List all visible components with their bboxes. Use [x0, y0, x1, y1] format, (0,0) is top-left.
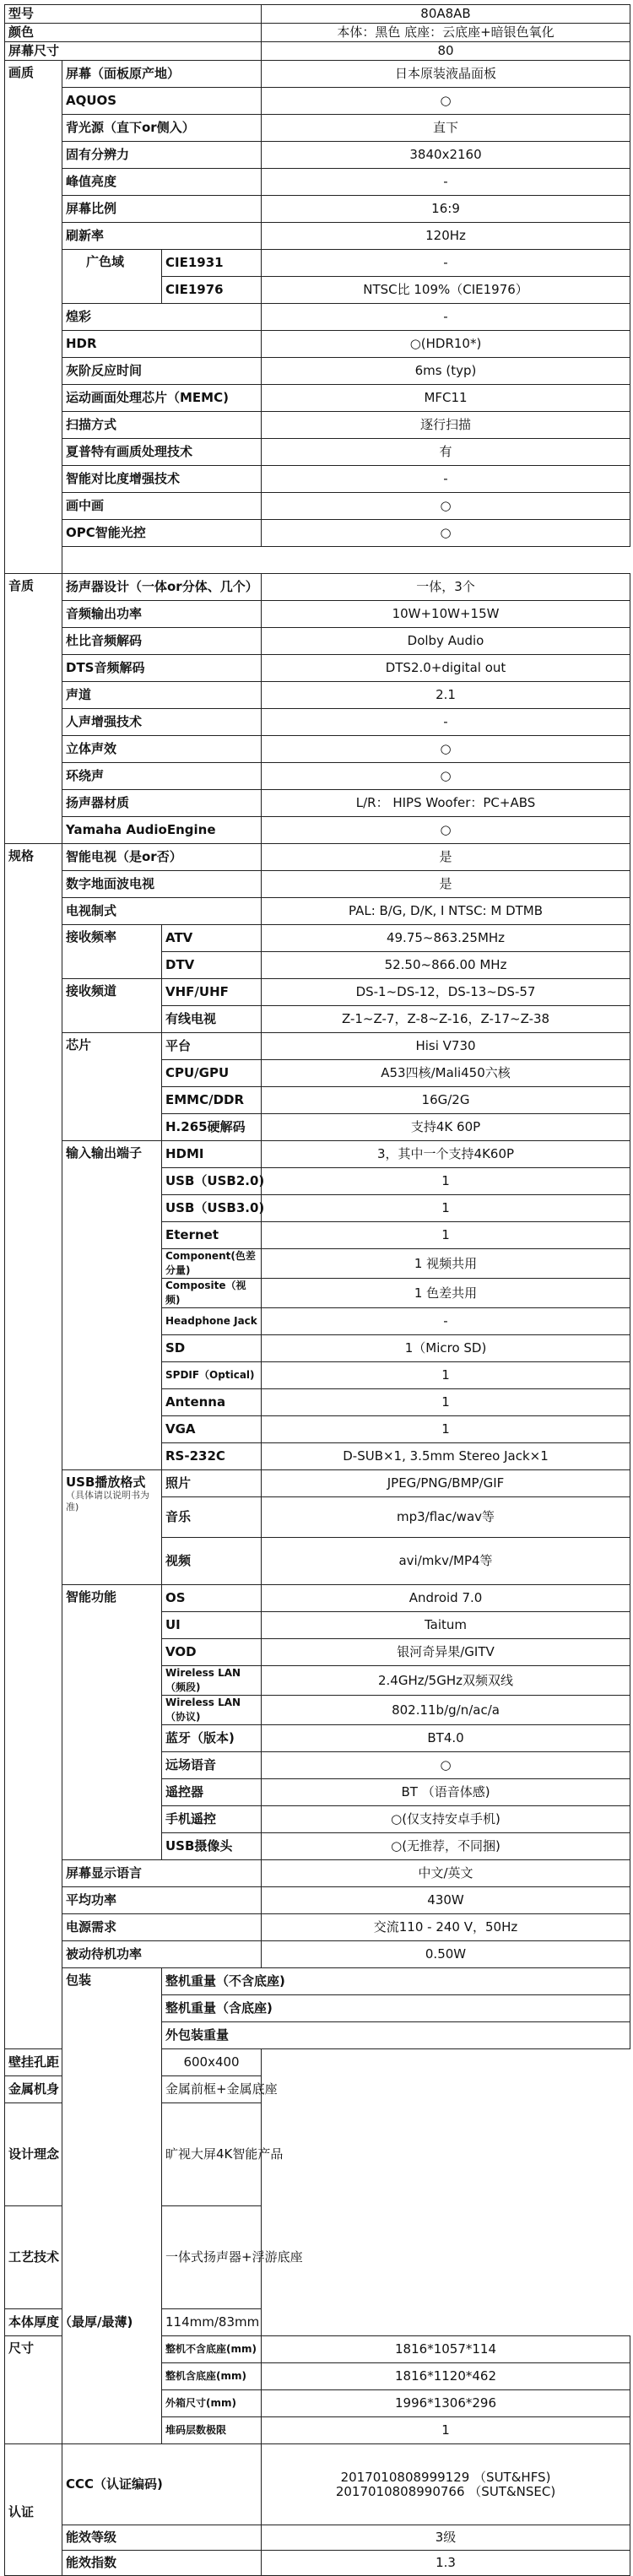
value: 银河奇异果/GITV: [262, 1639, 630, 1666]
label: USB（USB2.0): [162, 1168, 262, 1195]
group-gamut: 广色域: [62, 250, 162, 304]
row-spec: [5, 1860, 630, 1887]
label: 声道: [62, 682, 262, 709]
label: CIE1976: [162, 277, 262, 304]
value: 1816*1120*462: [262, 2363, 630, 2390]
value: Z-1~Z-7，Z-8~Z-16，Z-17~Z-38: [262, 1006, 630, 1033]
usb-play-note: （具体请以说明书为准): [66, 1490, 149, 1513]
label: 壁挂孔距: [5, 2049, 162, 2076]
group-smart: 智能功能: [62, 1585, 162, 1860]
label: 远场语音: [162, 1752, 262, 1779]
row-spec: [5, 844, 630, 871]
label: CPU/GPU: [162, 1060, 262, 1087]
label: Wireless LAN（频段): [162, 1666, 262, 1696]
row-audio: [5, 817, 630, 844]
label: 屏幕（面板原产地）: [62, 61, 262, 88]
value-ccc: [262, 2444, 630, 2525]
value: BT （语音体感): [262, 1779, 630, 1806]
row-package: [5, 1968, 630, 1995]
value: Taitum: [262, 1612, 630, 1639]
label: 立体声效: [62, 736, 262, 763]
value: D-SUB×1, 3.5mm Stereo Jack×1: [262, 1443, 630, 1470]
value: Hisi V730: [262, 1033, 630, 1060]
spec-table: [4, 4, 630, 2576]
value: 一体式扬声器+浮游底座: [162, 2206, 262, 2309]
value: ○(仅支持安卓手机): [262, 1806, 630, 1833]
row-audio: [5, 763, 630, 790]
value: 52.50~866.00 MHz: [262, 952, 630, 979]
label: OS: [162, 1585, 262, 1612]
row-picture: [5, 142, 630, 169]
label: SPDIF（Optical): [162, 1362, 262, 1389]
value: 金属前框+金属底座: [162, 2076, 262, 2103]
section-audio: 音质: [5, 574, 62, 844]
row-spec: [5, 1941, 630, 1968]
value: 旷视大屏4K智能产品: [162, 2103, 262, 2206]
label: 外包装重量: [162, 2022, 630, 2049]
label: Yamaha AudioEngine: [62, 817, 262, 844]
label: HDR: [62, 331, 262, 358]
label: UI: [162, 1612, 262, 1639]
value: PAL: B/G, D/K, I NTSC: M DTMB: [262, 898, 630, 925]
row-picture: [5, 115, 630, 142]
label: USB摄像头: [162, 1833, 262, 1860]
label: Eternet: [162, 1222, 262, 1249]
label: 整机重量（不含底座): [162, 1968, 630, 1995]
row-package: [5, 2103, 630, 2206]
label: 扬声器材质: [62, 790, 262, 817]
label: VOD: [162, 1639, 262, 1666]
value: 1: [262, 2417, 630, 2444]
label: 能效指数: [62, 2551, 262, 2576]
value: L/R： HIPS Woofer：PC+ABS: [262, 790, 630, 817]
group-range: 接收频率: [62, 925, 162, 979]
label: 背光源（直下or侧入）: [62, 115, 262, 142]
label: OPC智能光控: [62, 520, 262, 547]
label: 峰值亮度: [62, 169, 262, 196]
label: 屏幕比例: [62, 196, 262, 223]
value: BT4.0: [262, 1725, 630, 1752]
value: 1 色差共用: [262, 1279, 630, 1308]
row-audio: [5, 601, 630, 628]
value: 16:9: [262, 196, 630, 223]
value: -: [262, 169, 630, 196]
section-picture: 画质: [5, 61, 62, 574]
label: 扫描方式: [62, 412, 262, 439]
label: Antenna: [162, 1389, 262, 1416]
value: avi/mkv/MP4等: [262, 1538, 630, 1585]
value: 600x400: [162, 2049, 262, 2076]
value: 2.4GHz/5GHz双频双线: [262, 1666, 630, 1696]
value: 1: [262, 1168, 630, 1195]
value: 1: [262, 1362, 630, 1389]
label: 电源需求: [62, 1914, 262, 1941]
label: 有线电视: [162, 1006, 262, 1033]
label: Wireless LAN（协议): [162, 1696, 262, 1725]
label: 能效等级: [62, 2525, 262, 2551]
row-audio: [5, 709, 630, 736]
value: 0.50W: [262, 1941, 630, 1968]
value: NTSC比 109%（CIE1976）: [262, 277, 630, 304]
label: ATV: [162, 925, 262, 952]
value: 1.3: [262, 2551, 630, 2576]
label-size: 屏幕尺寸: [5, 42, 262, 61]
row-picture: [5, 223, 630, 250]
row-spec: [5, 871, 630, 898]
label: 手机遥控: [162, 1806, 262, 1833]
value: 114mm/83mm: [162, 2309, 262, 2336]
row-spec: [5, 1887, 630, 1914]
row-size: [5, 42, 630, 61]
label: 照片: [162, 1470, 262, 1497]
label: 屏幕显示语言: [62, 1860, 262, 1887]
label: 杜比音频解码: [62, 628, 262, 655]
label: 夏普特有画质处理技术: [62, 439, 262, 466]
row-picture: [5, 466, 630, 493]
label: CIE1931: [162, 250, 262, 277]
value: -: [262, 250, 630, 277]
value-model: 80A8AB: [262, 5, 630, 24]
value: ○: [262, 520, 630, 547]
row-package: [5, 2309, 630, 2336]
row-usb-play: [5, 1470, 630, 1497]
group-usb-play-label: USB播放格式: [66, 1475, 146, 1490]
value: 日本原装液晶面板: [262, 61, 630, 88]
label: Headphone Jack: [162, 1308, 262, 1335]
row-picture: [5, 331, 630, 358]
label: 音乐: [162, 1497, 262, 1538]
value: mp3/flac/wav等: [262, 1497, 630, 1538]
label: 数字地面波电视: [62, 871, 262, 898]
value: A53四核/Mali450六核: [262, 1060, 630, 1087]
label: DTV: [162, 952, 262, 979]
label: HDMI: [162, 1141, 262, 1168]
value: 交流110 - 240 V，50Hz: [262, 1914, 630, 1941]
label: 蓝牙（版本): [162, 1725, 262, 1752]
group-usb-play: [62, 1470, 162, 1585]
value: -: [262, 466, 630, 493]
label: 视频: [162, 1538, 262, 1585]
row-picture: [5, 304, 630, 331]
row-picture: [5, 493, 630, 520]
value: ○: [262, 736, 630, 763]
value: 1996*1306*296: [262, 2390, 630, 2417]
row-smart: [5, 1585, 630, 1612]
value: 802.11b/g/n/ac/a: [262, 1696, 630, 1725]
row-picture: [5, 88, 630, 115]
label: 设计理念: [5, 2103, 162, 2206]
value: Android 7.0: [262, 1585, 630, 1612]
label: Component(色差分量): [162, 1249, 262, 1279]
label: H.265硬解码: [162, 1114, 262, 1141]
row-audio: [5, 628, 630, 655]
value: 10W+10W+15W: [262, 601, 630, 628]
value: ○: [262, 763, 630, 790]
label: AQUOS: [62, 88, 262, 115]
row-channels: [5, 979, 630, 1006]
row-model: [5, 5, 630, 24]
label: 智能对比度增强技术: [62, 466, 262, 493]
value: 1: [262, 1416, 630, 1443]
value: 逐行扫描: [262, 412, 630, 439]
label-model: 型号: [5, 5, 262, 24]
group-io: 输入输出端子: [62, 1141, 162, 1470]
row-picture: [5, 358, 630, 385]
row-package: [5, 2049, 630, 2076]
value: ○(HDR10*): [262, 331, 630, 358]
section-package: 包装: [62, 1968, 162, 2444]
row-package: [5, 2206, 630, 2309]
row-picture: [5, 439, 630, 466]
value: 49.75~863.25MHz: [262, 925, 630, 952]
value-size: 80: [262, 42, 630, 61]
value-color: 本体：黑色 底座：云底座+暗银色氧化: [262, 24, 630, 42]
label: 音频输出功率: [62, 601, 262, 628]
value: ○: [262, 1752, 630, 1779]
ccc-line-1: 2017010808999129 （SUT&HFS): [340, 2469, 551, 2485]
row-color: [5, 24, 630, 42]
value: 430W: [262, 1887, 630, 1914]
row-audio: [5, 736, 630, 763]
group-chip: 芯片: [62, 1033, 162, 1141]
row-picture-panel: [5, 61, 630, 88]
row-package: [5, 2076, 630, 2103]
value: 2.1: [262, 682, 630, 709]
label: 煌彩: [62, 304, 262, 331]
row-spec: [5, 1914, 630, 1941]
row-cert: [5, 2551, 630, 2576]
value: 有: [262, 439, 630, 466]
label: SD: [162, 1335, 262, 1362]
value: 一体，3个: [262, 574, 630, 601]
row-picture: [5, 169, 630, 196]
label: 外箱尺寸(mm): [162, 2390, 262, 2417]
value: JPEG/PNG/BMP/GIF: [262, 1470, 630, 1497]
value: MFC11: [262, 385, 630, 412]
label: VGA: [162, 1416, 262, 1443]
value: 是: [262, 871, 630, 898]
value: DS-1~DS-12，DS-13~DS-57: [262, 979, 630, 1006]
row-audio: [5, 790, 630, 817]
label: 本体厚度（最厚/最薄): [5, 2309, 162, 2336]
value: 6ms (typ): [262, 358, 630, 385]
row-chip: [5, 1033, 630, 1060]
label: 堆码层数极限: [162, 2417, 262, 2444]
row-io: [5, 1141, 630, 1168]
spec-sheet: [4, 4, 630, 2570]
value: Dolby Audio: [262, 628, 630, 655]
value: 支持4K 60P: [262, 1114, 630, 1141]
value: ○: [262, 493, 630, 520]
value: ○(无推荐，不同捆): [262, 1833, 630, 1860]
label: 平均功率: [62, 1887, 262, 1914]
value: 3级: [262, 2525, 630, 2551]
label: 金属机身: [5, 2076, 162, 2103]
row-picture: [5, 385, 630, 412]
row-gamut: [5, 250, 630, 277]
row-range: [5, 925, 630, 952]
value: -: [262, 304, 630, 331]
row-cert: [5, 2525, 630, 2551]
value: 1: [262, 1222, 630, 1249]
label: 被动待机功率: [62, 1941, 262, 1968]
value: 1816*1057*114: [262, 2336, 630, 2363]
value: ○: [262, 88, 630, 115]
label: 平台: [162, 1033, 262, 1060]
label: 遥控器: [162, 1779, 262, 1806]
label: USB（USB3.0): [162, 1195, 262, 1222]
label: 人声增强技术: [62, 709, 262, 736]
row-picture: [5, 196, 630, 223]
value: -: [262, 709, 630, 736]
value: 120Hz: [262, 223, 630, 250]
value: DTS2.0+digital out: [262, 655, 630, 682]
label: 画中画: [62, 493, 262, 520]
value: 1（Micro SD): [262, 1335, 630, 1362]
row-spec: [5, 898, 630, 925]
label: 环绕声: [62, 763, 262, 790]
label: EMMC/DDR: [162, 1087, 262, 1114]
label: VHF/UHF: [162, 979, 262, 1006]
label: 整机重量（含底座): [162, 1995, 630, 2022]
label: 刷新率: [62, 223, 262, 250]
label: 运动画面处理芯片（MEMC): [62, 385, 262, 412]
label: 电视制式: [62, 898, 262, 925]
group-dims: 尺寸: [5, 2336, 62, 2444]
value: 1: [262, 1389, 630, 1416]
ccc-line-2: 2017010808990766 （SUT&NSEC): [335, 2483, 556, 2499]
value: -: [262, 1308, 630, 1335]
value: 中文/英文: [262, 1860, 630, 1887]
label: CCC（认证编码): [62, 2444, 262, 2525]
row-audio: [5, 574, 630, 601]
value: 1: [262, 1195, 630, 1222]
label: 工艺技术: [5, 2206, 162, 2309]
value: 是: [262, 844, 630, 871]
value: 1 视频共用: [262, 1249, 630, 1279]
row-picture: [5, 547, 630, 574]
value: 直下: [262, 115, 630, 142]
label: 整机不含底座(mm): [162, 2336, 262, 2363]
group-channels: 接收频道: [62, 979, 162, 1033]
label: 固有分辨力: [62, 142, 262, 169]
row-cert: [5, 2444, 630, 2525]
label: DTS音频解码: [62, 655, 262, 682]
section-spec: 规格: [5, 844, 62, 2049]
label: 灰阶反应时间: [62, 358, 262, 385]
value: 3840x2160: [262, 142, 630, 169]
label-color: 颜色: [5, 24, 262, 42]
row-audio: [5, 682, 630, 709]
label: Composite（视频): [162, 1279, 262, 1308]
label: 扬声器设计（一体or分体、几个）: [62, 574, 262, 601]
label: 智能电视（是or否）: [62, 844, 262, 871]
value: ○: [262, 817, 630, 844]
row-audio: [5, 655, 630, 682]
value: 3，其中一个支持4K60P: [262, 1141, 630, 1168]
row-picture: [5, 412, 630, 439]
row-picture: [5, 520, 630, 547]
label: 整机含底座(mm): [162, 2363, 262, 2390]
label: RS-232C: [162, 1443, 262, 1470]
section-cert: 认证: [5, 2444, 62, 2576]
value: 16G/2G: [262, 1087, 630, 1114]
